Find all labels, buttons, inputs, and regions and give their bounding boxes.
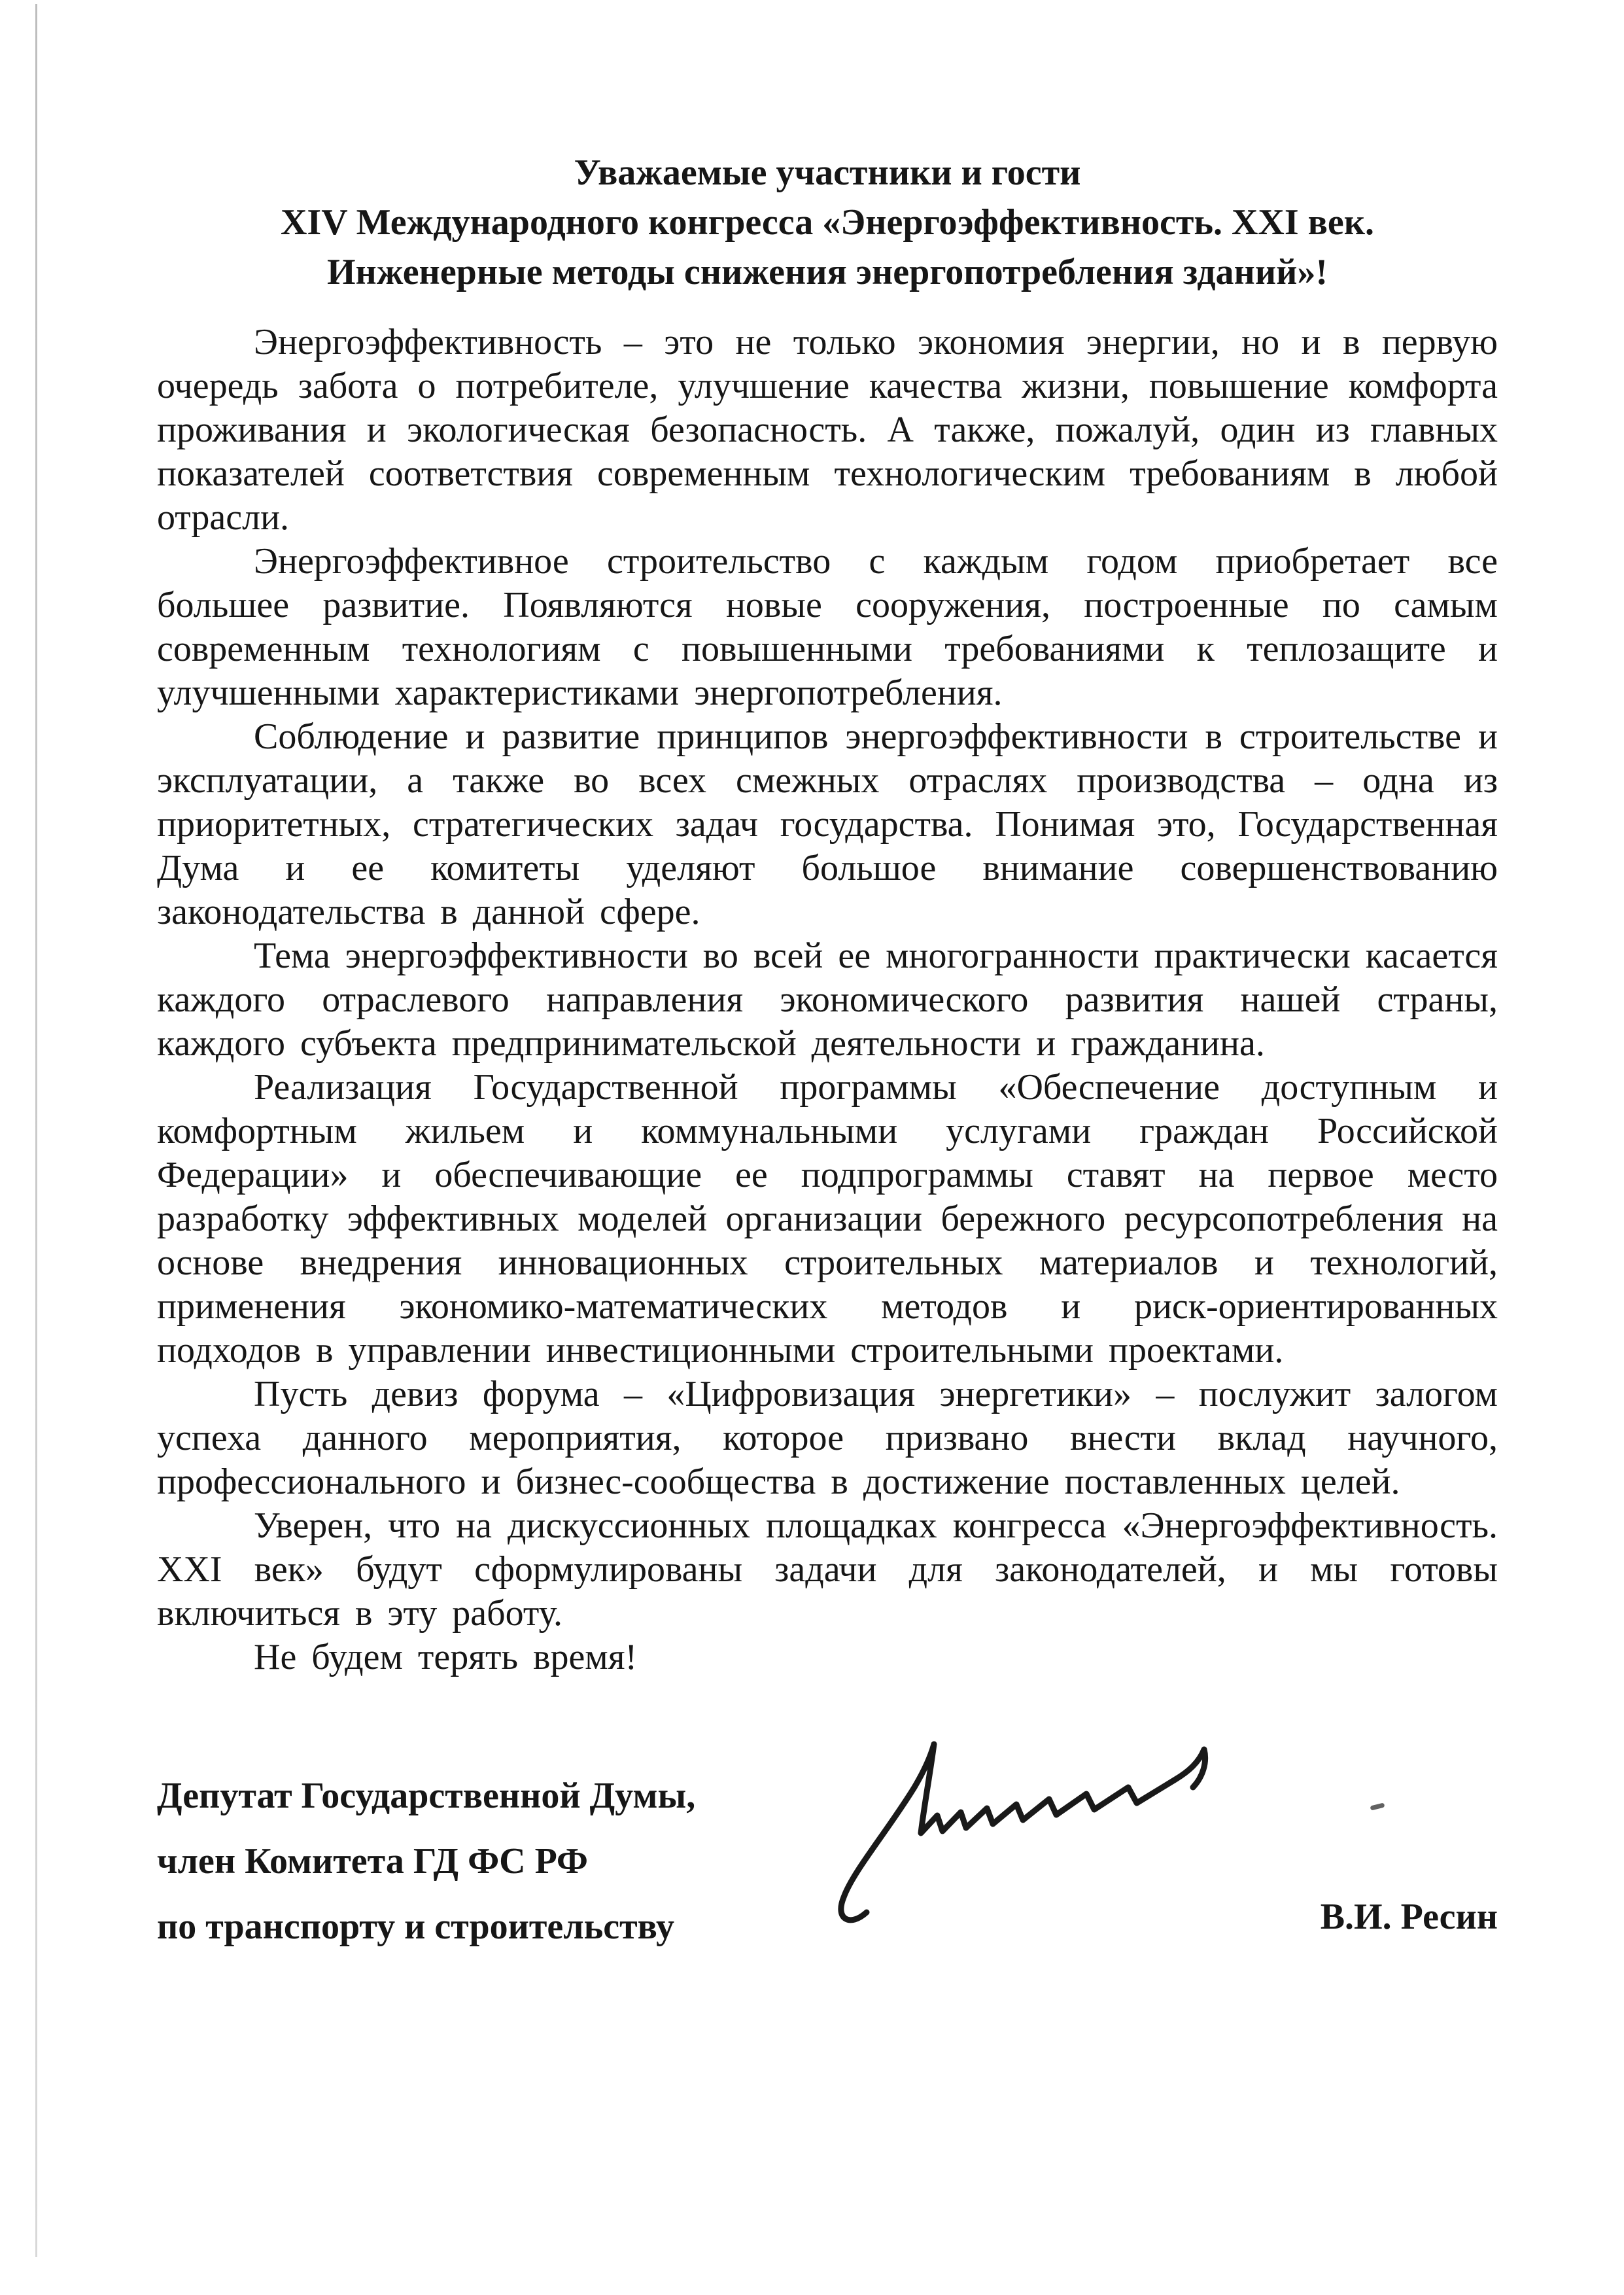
signee-position-line: член Комитета ГД ФС РФ [157,1841,588,1882]
paragraph: Не будем терять время! [254,1637,638,1677]
signature-handwriting-icon [831,1719,1288,1929]
paragraph: Соблюдение и развитие принципов энергоэффективности в строительстве и эксплуатации, а также во всех смежных отраслях производства – одна из приоритетных, стратегических задач государства. Понимая это, Государственная Дума и ее комитеты уделяют большое внимание совершенствованию законодательства в данной сфере. [157,716,1498,932]
letter-title [157,148,1498,297]
paragraph: Тема энергоэффективности во всей ее многогранности практически касается каждого отраслевого направления экономического развития нашей страны, каждого субъекта предпринимательской деятельности и гражданина. [157,936,1498,1064]
letter-title-line: Уважаемые участники и гости [574,152,1081,193]
letter-title-line: XIV Международного конгресса «Энергоэффективность. XXI век. [280,202,1375,243]
signee-name: В.И. Ресин [1320,1897,1498,1937]
ink-speck [1370,1802,1385,1810]
paragraph: Уверен, что на дискуссионных площадках конгресса «Энергоэффективность. XXI век» будут сформулированы задачи для законодателей, и мы готовы включиться в эту работу. [157,1505,1498,1634]
letter-body [157,321,1498,1679]
paragraph: Реализация Государственной программы «Обеспечение доступным и комфортным жильем и коммунальными услугами граждан Российской Федерации» и обеспечивающие ее подпрограммы ставят на первое место разработку эффективных моделей организации бережного ресурсопотребления на основе внедрения инновационных строительных материалов и технологий, применения экономико-математических методов и риск-ориентированных подходов в управлении инвестиционными строительными проектами. [157,1067,1498,1371]
scan-artifact-line [35,4,37,2257]
signee-position-line: по транспорту и строительству [157,1906,674,1947]
signee-position-line: Депутат Государственной Думы, [157,1776,696,1816]
paragraph: Энергоэффективность – это не только экономия энергии, но и в первую очередь забота о потребителе, улучшение качества жизни, повышение комфорта проживания и экологическая безопасность. А также, пожалуй, один из главных показателей соответствия современным технологическим требованиям в любой отрасли. [157,322,1498,538]
paragraph: Энергоэффективное строительство с каждым годом приобретает все большее развитие. Появляются новые сооружения, построенные по самым современным технологиям с повышенными требованиями к теплозащите и улучшенными характеристиками энергопотребления. [157,541,1498,713]
paragraph: Пусть девиз форума – «Цифровизация энергетики» – послужит залогом успеха данного мероприятия, которое призвано внести вклад научного, профессионального и бизнес-сообщества в достижение поставленных целей. [157,1374,1498,1502]
letter-content [157,148,1498,1679]
signee-position-block [157,1763,695,1959]
letter-title-line: Инженерные методы снижения энергопотребления зданий»! [327,252,1328,292]
